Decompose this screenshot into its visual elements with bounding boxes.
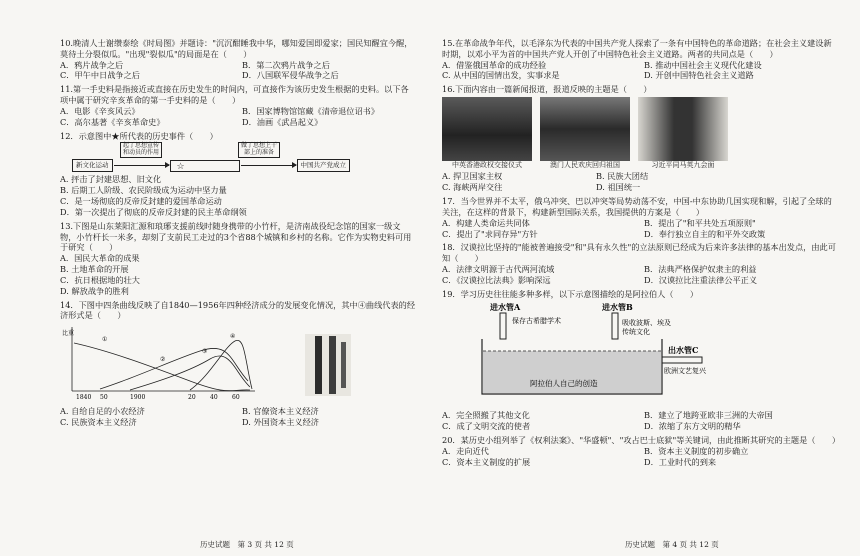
question-11	[60, 84, 416, 127]
x-tick-label: 1840	[76, 394, 92, 402]
question-stem: 12．示意图中★所代表的历史事件（ ）	[60, 130, 218, 141]
flow-diagram	[60, 142, 416, 172]
option-b: B. 推动中国社会主义现代化建设	[644, 59, 762, 70]
question-stem: 18．汉谟拉比坚持的"能被普遍接受"和"具有永久性"的立法原则已经成为后来许多法律的基本出发点，由此可知（ ）	[442, 242, 836, 264]
x-tick-label: 60	[232, 394, 240, 402]
option-b: B．第二次鸦片战争之后	[242, 59, 330, 70]
question-stem: 13.下图是山东莱阳汇源和琅琊支援前线时随身携带的小竹杆，是济南战役纪念馆的国家一级文物，小竹杆长一米多，却刻了支前民工走过的3个省88个城镇和乡村的名称。它作为实物史料可用于研究（ ）	[60, 220, 412, 253]
option-d: D. 解放战争的胜利	[60, 285, 129, 296]
x-tick-label: 40	[210, 394, 218, 402]
x-tick-labels	[76, 394, 240, 401]
question-17	[442, 196, 838, 239]
option-b: B. 民族大团结	[596, 171, 649, 182]
option-a: A．国民大革命的成果	[60, 253, 140, 264]
photo-caption: 中英香港政权交接仪式	[452, 161, 522, 170]
option-d: D．八国联军侵华战争之后	[242, 70, 339, 81]
curve-label-2: ②	[160, 356, 166, 364]
outlet-c-desc: 欧洲文艺复兴	[664, 367, 706, 376]
option-b: B．国家博物馆馆藏《清帝退位诏书》	[242, 105, 380, 116]
option-b: B. 土地革命的开展	[60, 264, 129, 275]
option-a: A. 捍卫国家主权	[442, 171, 503, 182]
question-stem: 20．某历史小组列举了《权利法案》、"华盛顿"、"攻占巴士底狱"等关键词，由此推断其研究的主题是（ ）	[442, 434, 841, 445]
option-a: A．完全照搬了其他文化	[442, 410, 530, 421]
economy-line-chart	[60, 321, 260, 403]
question-19	[442, 289, 838, 432]
question-stem: 16.下面内容由一篇新闻报道，报道反映的主题是（ ）	[442, 84, 652, 95]
option-b: B. 官僚资本主义经济	[242, 406, 319, 417]
option-b: B．建立了地跨亚欧非三洲的大帝国	[644, 410, 773, 421]
question-16	[442, 84, 838, 193]
option-a: A. 自给自足的小农经济	[60, 406, 145, 417]
option-b: B．资本主义制度的初步确立	[644, 445, 749, 456]
inlet-b-pipe	[612, 313, 618, 339]
option-d: D．工业时代的到来	[644, 456, 717, 467]
option-c: C．资本主义制度的扩展	[442, 456, 531, 467]
option-a: A．构建人类命运共同体	[442, 217, 530, 228]
option-c: C．是一场彻底的反帝反封建的爱国革命运动	[60, 196, 222, 207]
option-d: D．浓缩了东方文明的精华	[644, 421, 741, 432]
question-stem: 15.在革命战争年代，以毛泽东为代表的中国共产党人探索了一条有中国特色的革命道路；在社会主义建设新时期，以邓小平为首的中国共产党人开创了中国特色社会主义道路。两者的共同点是（ ）	[442, 38, 832, 59]
outlet-c-pipe	[662, 357, 702, 363]
photo-caption: 澳门人民欢庆回归祖国	[550, 161, 620, 170]
flow-box-new-culture: 新文化运动	[72, 159, 113, 172]
option-a: A. 抨击了封建思想、旧文化	[60, 174, 162, 185]
question-stem: 19．学习历史往往能多种多样，以下示意图描绘的是阿拉伯人（ ）	[442, 288, 699, 299]
inlet-b-label: 进水管B	[602, 302, 633, 313]
option-c: C．《汉谟拉比法典》影响深远	[442, 274, 551, 285]
question-stem: 10.晚清人士谢缵泰绘《时局图》并题诗："沉沉酣睡我中华，哪知爱国即爱家；国民知醒宜今醒，莫待土分裂似瓜。"出现"裂似瓜"的局面是在（ ）	[60, 38, 413, 59]
flow-box-cpc: 中国共产党成立	[297, 159, 351, 172]
option-c: C．甲午中日战争之后	[60, 70, 140, 81]
option-d: D．油画《武昌起义》	[242, 116, 323, 127]
option-c: C．提出了"求同存异"方针	[442, 228, 538, 239]
flow-bubble-1: 起了思想宣传 和动员的作用	[120, 142, 162, 158]
option-c: C．抗日根据地的壮大	[60, 274, 140, 285]
question-13	[60, 221, 416, 297]
curve-label-1: ①	[102, 336, 108, 344]
question-20	[442, 434, 841, 467]
curve-label-3: ③	[202, 348, 208, 356]
water-label: 阿拉伯人自己的创造	[530, 379, 598, 389]
option-d: D. 外国资本主义经济	[242, 416, 319, 427]
x-tick-label: 1900	[130, 394, 146, 402]
water-tank-diagram	[472, 299, 722, 407]
inlet-b-desc-2: 传统文化	[622, 328, 650, 337]
x-tick-label: 20	[188, 394, 196, 402]
inlet-a-label: 进水管A	[490, 302, 521, 313]
question-18	[442, 242, 838, 285]
option-a: A．借鉴俄国革命的成功经验	[442, 59, 547, 70]
page-footer: 历史试题 第 4 页 共 12 页	[625, 540, 719, 550]
option-b: B．法典严格保护奴隶主的利益	[644, 264, 757, 274]
option-a: A．法律文明源于古代两河流域	[442, 264, 555, 274]
bamboo-pole-image	[305, 334, 351, 396]
option-d: D．第一次提出了彻底的反帝反封建的民主革命纲领	[60, 206, 247, 217]
curve-label-4: ④	[230, 333, 236, 341]
option-c: C. 民族资本主义经济	[60, 416, 137, 427]
photo-macau-return	[540, 97, 630, 170]
flow-box-star	[170, 160, 240, 172]
question-15	[442, 38, 838, 81]
option-c: C．成了文明交流的使者	[442, 421, 531, 432]
option-d: D. 祖国统一	[596, 182, 641, 193]
photo-xi-ma-meeting	[638, 97, 728, 170]
curve-2	[100, 349, 248, 390]
option-b: B．提出了"和平共处五项原则"	[644, 217, 756, 228]
question-14	[60, 300, 416, 428]
inlet-b-desc-1: 吸收波斯、埃及	[622, 319, 671, 328]
option-c: C．高尔基著《辛亥革命史》	[60, 116, 165, 127]
option-c: C. 从中国的国情出发，实事求是	[442, 70, 560, 81]
question-stem: 14．下图中四条曲线反映了自1840—1956年四种经济成分的发展变化情况，其中④曲线代表的经济形式是（ ）	[60, 299, 416, 321]
option-a: A．走向近代	[442, 445, 489, 456]
option-a: A．电影《辛亥风云》	[60, 105, 140, 116]
curve-1	[74, 343, 250, 391]
option-d: D. 开创中国特色社会主义道路	[644, 70, 754, 81]
x-tick-label: 50	[100, 394, 108, 402]
option-d: D．汉谟拉比注重法律公平正义	[644, 274, 758, 285]
option-b: B. 后期工人阶级、农民阶级成为运动中坚力量	[60, 185, 227, 196]
flow-bubble-2: 做了思想上干 部上的准备	[238, 142, 280, 158]
inlet-a-pipe	[500, 313, 506, 339]
curve-3	[130, 356, 250, 390]
question-12	[60, 131, 416, 218]
option-d: D．奉行独立自主的和平外交政策	[644, 228, 766, 239]
outlet-c-label: 出水管C	[668, 345, 699, 356]
page-footer: 历史试题 第 3 页 共 12 页	[200, 540, 294, 550]
y-axis-label: 比重	[62, 330, 75, 338]
question-10	[60, 38, 416, 81]
inlet-a-desc: 保存古希腊学术	[512, 317, 561, 326]
star-icon: ☆	[176, 161, 185, 172]
question-stem: 11.第一手史料是指接近或直接在历史发生的时间内，可直接作为该历史发生根据的史料。以下各项中属于研究辛亥革命的第一手史料的是（ ）	[60, 84, 409, 106]
right-page	[430, 0, 860, 556]
option-c: C. 海峡两岸交往	[442, 182, 503, 193]
photo-hk-handover	[442, 97, 532, 170]
photo-caption: 习近平同马英九会面	[651, 161, 715, 170]
question-stem: 17．当今世界并不太平，俄乌冲突、巴以冲突等局势动荡不安，中国-中东协助几国实现和解，引起了全球的关注，在这样的背景下，构建新型国际关系，我国提供的方案是（ ）	[442, 196, 832, 217]
option-a: A．鸦片战争之后	[60, 59, 124, 70]
